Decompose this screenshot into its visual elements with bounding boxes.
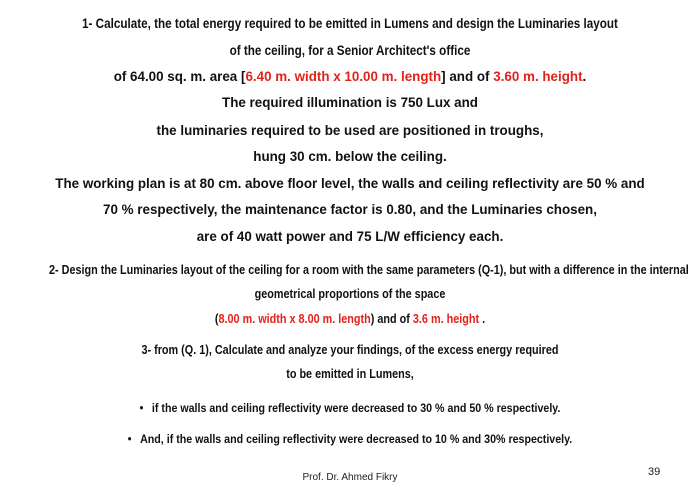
q2-dimensions-highlight: 8.00 m. width x 8.00 m. length xyxy=(218,312,371,326)
bullet-item-2 xyxy=(49,433,651,445)
q1-dimensions-highlight: 6.40 m. width x 10.00 m. length xyxy=(245,69,442,84)
q1-line-3 xyxy=(0,70,700,83)
q2-period: . xyxy=(479,312,486,326)
q1-line-1: 1- Calculate, the total energy required to be emitted in Lumens and design the Luminaries layout xyxy=(82,16,618,31)
q2-open-paren: ( xyxy=(214,312,219,326)
q1-line-4: The required illumination is 750 Lux and xyxy=(222,95,478,110)
bullet-icon: • xyxy=(139,401,144,415)
q1-period: . xyxy=(582,69,587,84)
q1-and-text: ] and of xyxy=(441,69,494,84)
q1-line-9: are of 40 watt power and 75 L/W efficiency each. xyxy=(196,229,504,244)
q2-and-text: ) and of xyxy=(370,312,413,326)
q1-line-2: of the ceiling, for a Senior Architect's office xyxy=(229,43,471,58)
bullet-item-1 xyxy=(49,402,651,414)
q2-line-2: geometrical proportions of the space xyxy=(254,287,446,301)
bullet-item-2-text: And, if the walls and ceiling reflectivity were decreased to 10 % and 30% respectively. xyxy=(140,432,573,446)
q2-height-highlight: 3.6 m. height xyxy=(412,312,480,326)
q3-line-2: to be emitted in Lumens, xyxy=(286,367,414,381)
bullet-icon: • xyxy=(127,432,132,446)
bullet-item-1-text: if the walls and ceiling reflectivity were decreased to 30 % and 50 % respectively. xyxy=(151,401,561,415)
q2-line-1: 2- Design the Luminaries layout of the ceiling for a room with the same parameters (Q-1), but with a difference in the internal xyxy=(49,263,689,277)
q1-line-7: The working plan is at 80 cm. above floor level, the walls and ceiling reflectivity are 50 % and xyxy=(55,176,645,191)
q1-height-highlight: 3.60 m. height xyxy=(493,69,583,84)
q1-area-text: of 64.00 sq. m. area [ xyxy=(113,69,246,84)
footer-author: Prof. Dr. Ahmed Fikry xyxy=(302,472,398,483)
q3-line-1: 3- from (Q. 1), Calculate and analyze your findings, of the excess energy required xyxy=(141,343,559,357)
page-number: 39 xyxy=(648,466,661,478)
q1-line-5: the luminaries required to be used are positioned in troughs, xyxy=(156,123,544,138)
q2-line-3 xyxy=(49,313,651,326)
q1-line-6: hung 30 cm. below the ceiling. xyxy=(253,149,447,164)
q1-line-8: 70 % respectively, the maintenance factor is 0.80, and the Luminaries chosen, xyxy=(103,202,597,217)
